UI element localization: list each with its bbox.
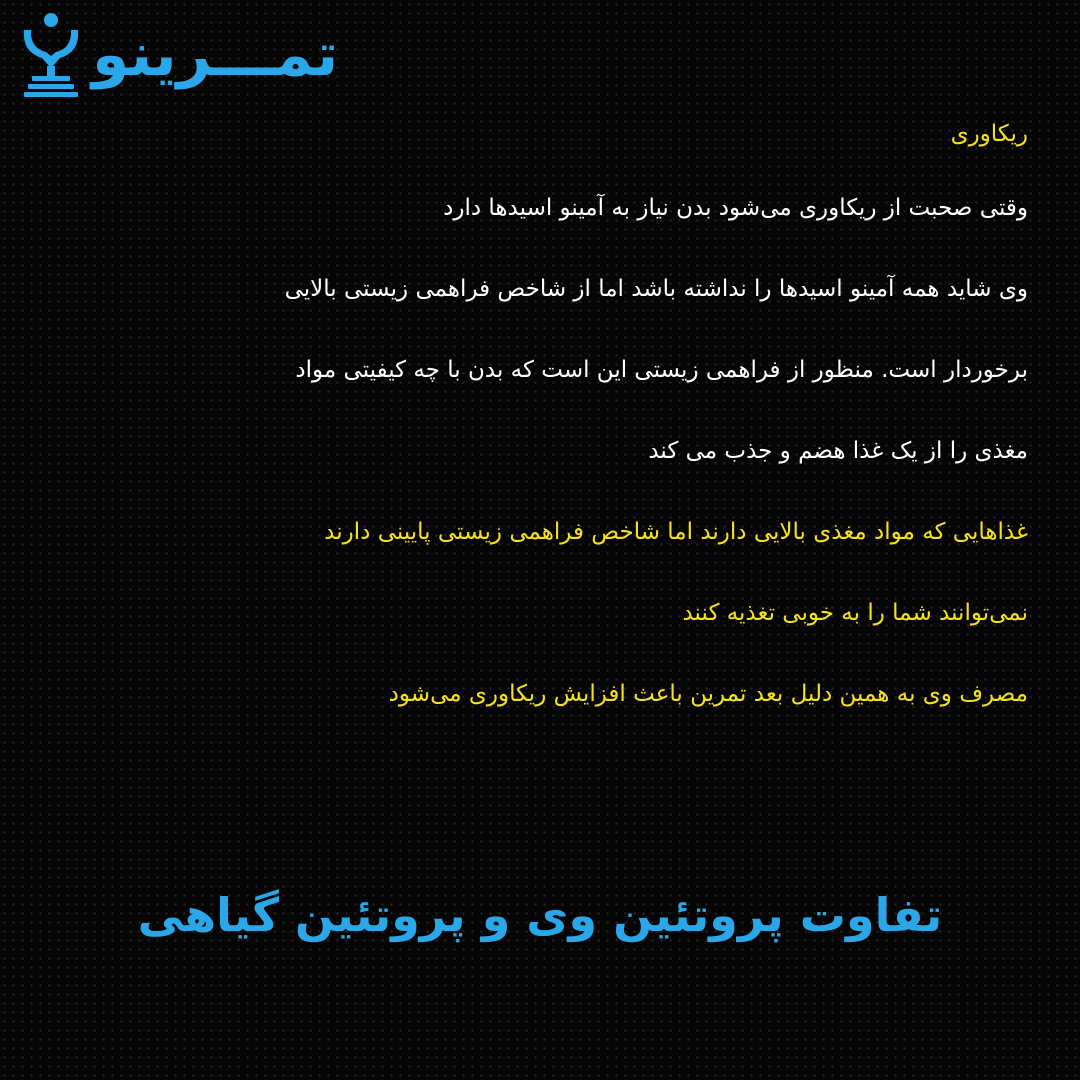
brand-logo <box>18 10 438 100</box>
article-heading: ریکاوری <box>950 121 1028 147</box>
article-body <box>48 108 1028 737</box>
footer-title: تفاوت پروتئین وی و پروتئین گیاهی <box>137 888 943 942</box>
paragraph-line: برخوردار است. منظور از فراهمی زیستی این است که بدن با چه کیفیتی مواد <box>295 357 1028 383</box>
highlight-line: غذاهایی که مواد مغذی بالایی دارند اما شاخص فراهمی زیستی پایینی دارند <box>324 519 1028 545</box>
trophy-icon <box>18 12 88 98</box>
paragraph-line: مغذی را از یک غذا هضم و جذب می کند <box>648 438 1028 464</box>
brand-name: تمـــرینو <box>92 20 339 90</box>
paragraph-line: وقتی صحبت از ریکاوری می‌شود بدن نیاز به آمینو اسیدها دارد <box>443 195 1028 221</box>
highlight-line: مصرف وی به همین دلیل بعد تمرین باعث افزایش ریکاوری می‌شود <box>388 681 1028 707</box>
paragraph-line: وی شاید همه آمینو اسیدها را نداشته باشد اما از شاخص فراهمی زیستی بالایی <box>284 276 1028 302</box>
highlight-line: نمی‌توانند شما را به خوبی تغذیه کنند <box>682 600 1028 626</box>
